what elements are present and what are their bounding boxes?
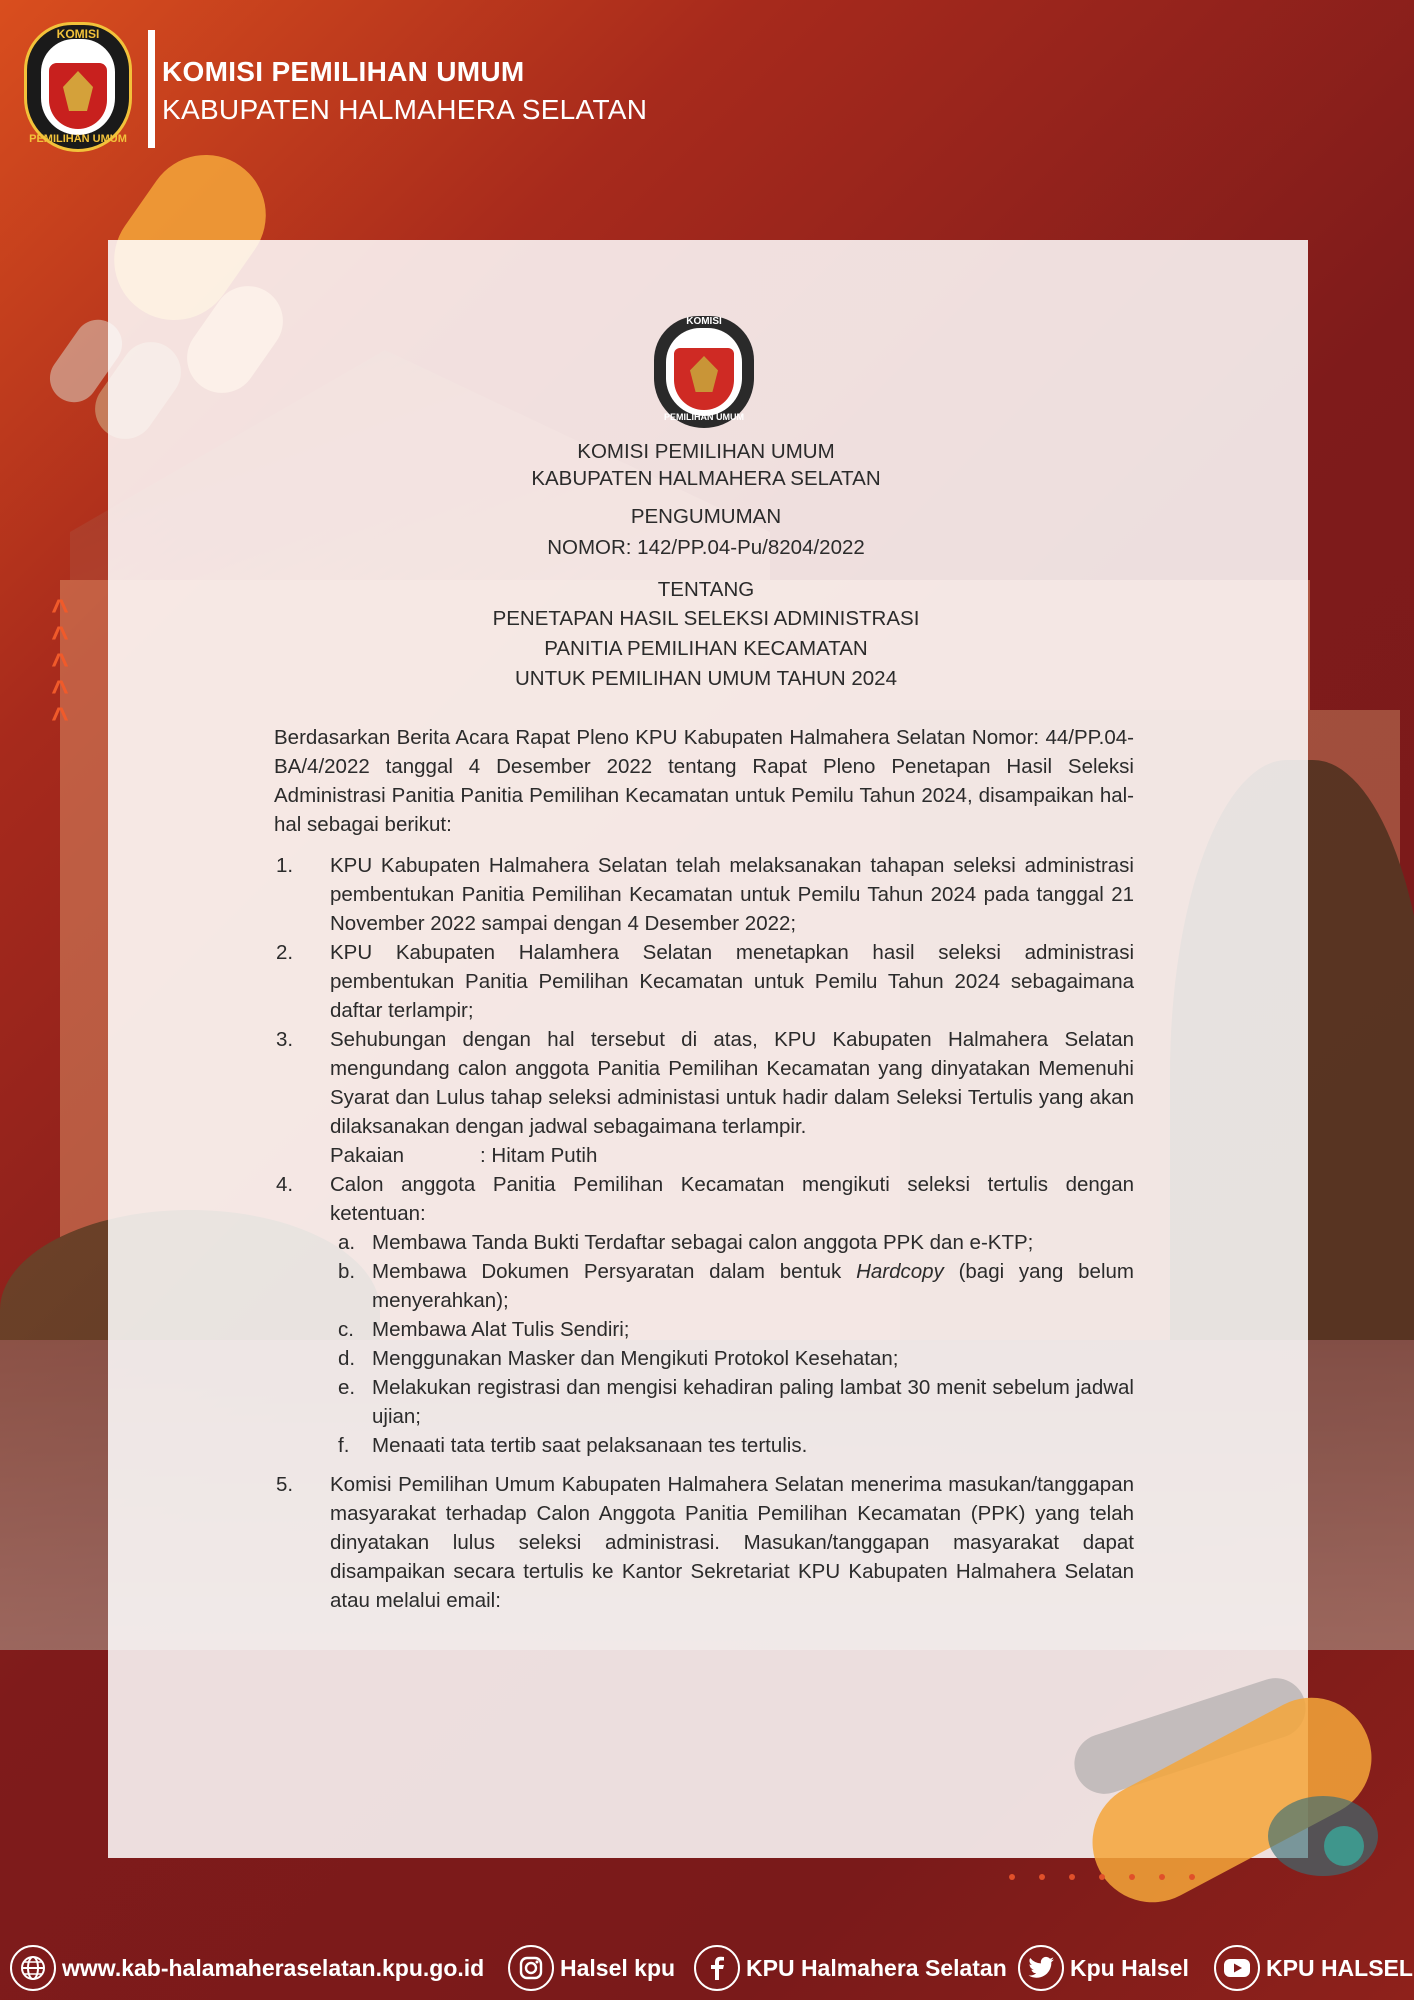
document-kpu-logo: [654, 316, 754, 428]
facebook-link[interactable]: [694, 1940, 1007, 1996]
list-item: 5. Komisi Pemilihan Umum Kabupaten Halmahera Selatan menerima masukan/tanggapan masyarakat terhadap Calon Anggota Panitia Pemilihan Kecamatan (PPK) yang telah dinyatakan lulus seleksi administrasi. Masukan/tanggapan masyarakat dapat disampaikan secara tertulis ke Kantor Sekretariat KPU Kabupaten Halmahera Selatan atau melalui email:: [276, 1473, 1134, 1612]
sub-list-item: a. Membawa Tanda Bukti Terdaftar sebagai calon anggota PPK dan e-KTP;: [338, 1231, 1034, 1254]
globe-icon: [10, 1945, 56, 1991]
instagram-link[interactable]: [508, 1940, 675, 1996]
list-item: 3. Sehubungan dengan hal tersebut di atas, KPU Kabupaten Halmahera Selatan mengundang calon anggota Panitia Pemilihan Kecamatan yang dinyatakan Memenuhi Syarat dan Lulus tahap seleksi administasi untuk hadir dalam Seleksi Tertulis yang akan dilaksanakan dengan jadwal sebagaimana terlampir. Pakaian : Hitam Putih: [274, 1025, 1134, 1170]
decor-shape: [1324, 1826, 1364, 1866]
chevron-up-icon: ^: [51, 648, 69, 681]
twitter-icon: [1018, 1945, 1064, 1991]
doc-subject-line2: PANITIA PEMILIHAN KECAMATAN: [544, 637, 868, 660]
youtube-icon: [1214, 1945, 1260, 1991]
header-subtitle: KABUPATEN HALMAHERA SELATAN: [162, 94, 648, 125]
dress-code: Pakaian : Hitam Putih: [330, 1144, 598, 1167]
sub-list-item: f. Menaati tata tertib saat pelaksanaan tes tertulis.: [338, 1434, 808, 1457]
sub-list-item: c. Membawa Alat Tulis Sendiri;: [338, 1318, 630, 1341]
list-item: 1. KPU Kabupaten Halmahera Selatan telah melaksanakan tahapan seleksi administrasi pembentukan Panitia Pemilihan Kecamatan untuk Pemilu Tahun 2024 pada tanggal 21 November 2022 sampai dengan 4 Desember 2022;: [276, 854, 1134, 935]
doc-org-line2: KABUPATEN HALMAHERA SELATAN: [531, 467, 881, 490]
website-text: www.kab-halamaheraselatan.kpu.go.id: [62, 1954, 485, 1981]
page-footer: [0, 1940, 1414, 2000]
twitter-link[interactable]: [1018, 1940, 1189, 1996]
instagram-text: Halsel kpu: [560, 1954, 676, 1981]
chevron-up-icon: ^: [51, 594, 69, 627]
instagram-icon: [508, 1945, 554, 1991]
doc-org-line1: KOMISI PEMILIHAN UMUM: [577, 440, 835, 463]
page-header: [0, 0, 1414, 150]
sub-list-item: d. Menggunakan Masker dan Mengikuti Protokol Kesehatan;: [338, 1347, 899, 1370]
sub-list-item: e. Melakukan registrasi dan mengisi kehadiran paling lambat 30 menit sebelum jadwal ujian;: [338, 1376, 1134, 1428]
decor-dots: [1008, 1868, 1208, 1876]
doc-type: PENGUMUMAN: [630, 505, 782, 528]
doc-intro: Berdasarkan Berita Acara Rapat Pleno KPU Kabupaten Halmahera Selatan Nomor: 44/PP.04-BA/4/2022 tanggal 4 Desember 2022 tentang Rapat Pleno Penetapan Hasil Seleksi Administrasi Panitia Panitia Pemilihan Kecamatan untuk Pemilu Tahun 2024, disampaikan hal-hal sebagai berikut:: [274, 726, 1134, 836]
sub-list-item: b. Membawa Dokumen Persyaratan dalam bentuk Hardcopy (bagi yang belum menyerahkan);: [338, 1260, 1134, 1312]
chevron-up-icon: ^: [51, 702, 69, 735]
list-item: 4. Calon anggota Panitia Pemilihan Kecamatan mengikuti seleksi tertulis dengan ketentuan: a. Membawa Tanda Bukti Terdaftar sebagai calon anggota PPK dan e-KTP; b. Membawa Dokumen Persyaratan dalam bentuk Hardcopy (bagi yang belum menyerahkan); c. Membawa Alat Tulis Sendiri; d. Menggunakan Masker dan Mengikuti Protokol Kesehatan; e. Melakukan registrasi dan mengisi kehadiran paling lambat 30 menit sebelum jadwal ujian; f. Menaati tata tertib saat pelaksanaan tes tertulis.: [274, 1170, 1134, 1460]
header-divider: [148, 30, 155, 148]
facebook-text: KPU Halmahera Selatan: [746, 1954, 1007, 1981]
logo-top-text: KOMISI: [56, 27, 100, 41]
doc-number: NOMOR: 142/PP.04-Pu/8204/2022: [547, 536, 865, 559]
header-title: KOMISI PEMILIHAN UMUM: [162, 56, 525, 87]
doc-about: TENTANG: [657, 578, 755, 601]
chevron-up-icon: ^: [51, 621, 69, 654]
doc-logo-top-text: KOMISI: [686, 316, 722, 327]
doc-body: [274, 723, 1134, 1615]
youtube-text: KPU HALSEL: [1266, 1954, 1413, 1981]
doc-subject-line3: UNTUK PEMILIHAN UMUM TAHUN 2024: [515, 667, 897, 690]
kpu-logo: [24, 22, 132, 152]
doc-subject-line1: PENETAPAN HASIL SELEKSI ADMINISTRASI: [492, 607, 920, 630]
facebook-icon: [694, 1945, 740, 1991]
twitter-text: Kpu Halsel: [1070, 1954, 1189, 1981]
list-item: 2. KPU Kabupaten Halamhera Selatan menetapkan hasil seleksi administrasi pembentukan Panitia Pemilihan Kecamatan untuk Pemilu Tahun 2024 sebagaimana daftar terlampir;: [276, 941, 1134, 1022]
doc-logo-bottom-text: PEMILIHAN UMUM: [664, 412, 744, 422]
youtube-link[interactable]: [1214, 1940, 1413, 1996]
website-link[interactable]: [10, 1940, 484, 1996]
logo-bottom-text: PEMILIHAN UMUM: [29, 133, 127, 145]
chevron-up-icon: ^: [51, 675, 69, 708]
